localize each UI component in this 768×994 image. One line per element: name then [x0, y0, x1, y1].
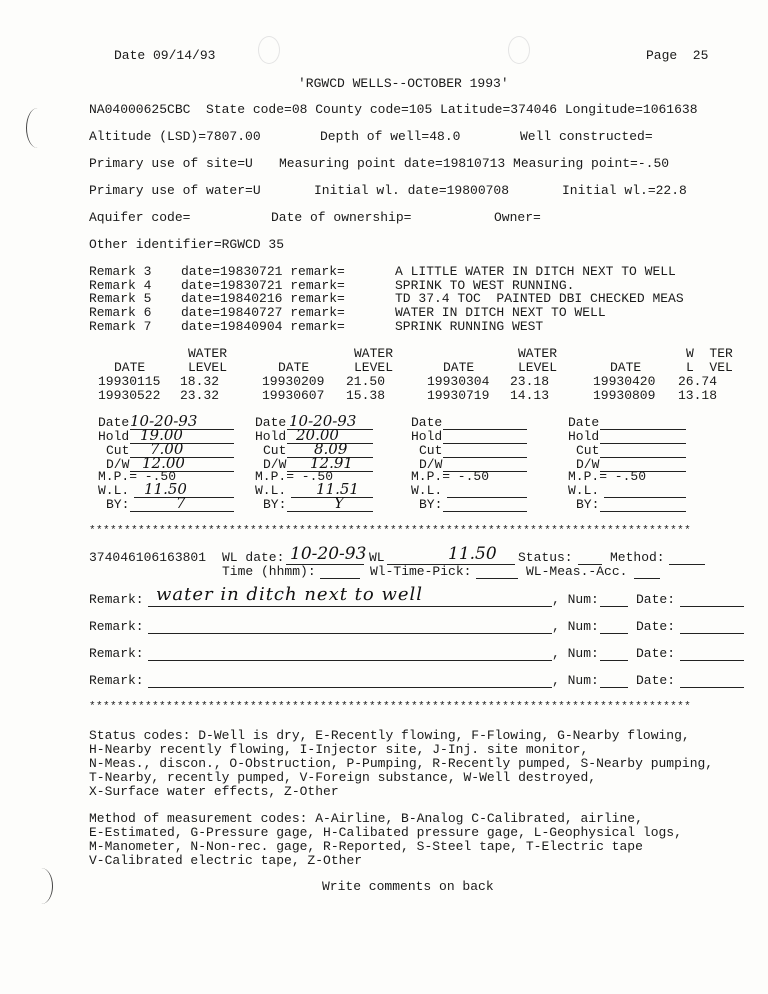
measuring-point: Measuring point date=19810713 Measuring point=-.50 — [279, 156, 670, 171]
col-header-date: DATE — [114, 360, 146, 375]
form-wl-field[interactable] — [447, 497, 527, 498]
col-header-level: L VEL — [686, 360, 733, 375]
col-header-date: DATE — [443, 360, 475, 375]
footer-note: Write comments on back — [322, 879, 494, 894]
form-wl-field[interactable] — [604, 497, 686, 498]
well-constructed: Well constructed= — [520, 129, 653, 144]
remark-entry-field[interactable] — [148, 660, 552, 661]
date-field[interactable] — [680, 660, 744, 661]
method-label: Method: — [610, 550, 665, 565]
form-cut-label: Cut — [106, 443, 130, 458]
remark-text: WATER IN DITCH NEXT TO WELL — [395, 305, 606, 320]
form-mp: M.P.= -.50 — [568, 469, 647, 484]
page-number: Page 25 — [646, 48, 709, 63]
remark-label: Remark 5 — [89, 291, 152, 306]
remark-text: A LITTLE WATER IN DITCH NEXT TO WELL — [395, 264, 676, 279]
form-hold-label: Hold — [568, 429, 600, 444]
depth-of-well: Depth of well=48.0 — [320, 129, 461, 144]
level-value: 18.32 — [180, 374, 220, 389]
binding-mark — [30, 868, 53, 904]
level-date: 19930304 — [427, 374, 490, 389]
status-codes-line: T-Nearby, recently pumped, V-Foreign substance, W-Well destroyed, — [89, 770, 597, 785]
form-dw-label: D/W — [263, 457, 287, 472]
form-wl-label: W.L. — [255, 483, 287, 498]
form-date-field[interactable] — [443, 429, 527, 430]
level-date: 19930420 — [593, 374, 656, 389]
form-mp: M.P.= -.50 — [98, 469, 177, 484]
form-wl-handwritten: 11.50 — [144, 480, 187, 498]
form-hold-handwritten: 20.00 — [296, 426, 339, 444]
date-field[interactable] — [680, 633, 744, 634]
status-codes-line: N-Meas., discon., O-Obstruction, P-Pumping, R-Recently pumped, S-Nearby pumping, — [89, 756, 714, 771]
status-codes-line: X-Surface water effects, Z-Other — [89, 784, 339, 799]
method-codes-line: V-Calibrated electric tape, Z-Other — [89, 853, 363, 868]
remark-date: date=19840216 remark= — [181, 291, 345, 306]
col-header-level: LEVEL — [354, 360, 394, 375]
print-date: Date 09/14/93 — [114, 48, 216, 63]
num-label: , Num: — [552, 619, 599, 634]
date-label: Date: — [636, 646, 676, 661]
time-pick-field[interactable] — [476, 578, 518, 579]
remark-label: Remark 3 — [89, 264, 152, 279]
form-by-field[interactable] — [443, 511, 527, 512]
report-title: 'RGWCD WELLS--OCTOBER 1993' — [298, 76, 509, 91]
form-by-label: BY: — [419, 497, 443, 512]
binding-mark — [26, 108, 49, 148]
level-date: 19930719 — [427, 388, 490, 403]
form-dw-handwritten: 12.91 — [310, 454, 353, 472]
level-date: 19930809 — [593, 388, 656, 403]
remark-text: TD 37.4 TOC PAINTED DBI CHECKED MEAS — [395, 291, 684, 306]
col-header-date: DATE — [278, 360, 310, 375]
form-date-label: Date — [411, 415, 443, 430]
primary-use-site: Primary use of site=U — [89, 156, 253, 171]
level-date: 19930209 — [262, 374, 325, 389]
num-label: , Num: — [552, 673, 599, 688]
col-header-water: WATER — [188, 346, 228, 361]
level-value: 13.18 — [678, 388, 718, 403]
time-pick-label: Wl-Time-Pick: — [370, 564, 472, 579]
remark-entry-field[interactable] — [148, 606, 552, 607]
remark-entry-label: Remark: — [89, 673, 144, 688]
aquifer-code: Aquifer code= — [89, 210, 191, 225]
num-field[interactable] — [600, 606, 628, 607]
form-by-field[interactable] — [600, 511, 686, 512]
form-hold-field[interactable] — [443, 443, 527, 444]
method-codes-line: E-Estimated, G-Pressure gage, H-Calibated pressure gage, L-Geophysical logs, — [89, 825, 682, 840]
level-value: 14.13 — [510, 388, 550, 403]
form-cut-handwritten: 8.09 — [314, 440, 348, 458]
form-mp: M.P.= -.50 — [255, 469, 334, 484]
form-by-label: BY: — [263, 497, 287, 512]
date-of-ownership: Date of ownership= — [271, 210, 412, 225]
form-hold-label: Hold — [255, 429, 287, 444]
form-cut-label: Cut — [419, 443, 443, 458]
form-cut-handwritten: 7.00 — [150, 440, 184, 458]
form-hold-label: Hold — [98, 429, 130, 444]
remark-date: date=19840727 remark= — [181, 305, 345, 320]
date-label: Date: — [636, 673, 676, 688]
form-by-handwritten: 7 — [176, 494, 186, 512]
form-wl-label: W.L. — [98, 483, 130, 498]
level-date: 19930115 — [98, 374, 161, 389]
remark-label: Remark 6 — [89, 305, 152, 320]
date-field[interactable] — [680, 687, 744, 688]
level-value: 23.18 — [510, 374, 550, 389]
method-field[interactable] — [669, 564, 705, 565]
status-codes-line: H-Nearby recently flowing, I-Injector site, J-Inj. site monitor, — [89, 742, 589, 757]
remark-entry-label: Remark: — [89, 592, 144, 607]
remark-text: SPRINK RUNNING WEST — [395, 319, 544, 334]
entry-site-id: 374046106163801 — [89, 550, 207, 565]
form-dw-label: D/W — [106, 457, 130, 472]
form-cut-label: Cut — [263, 443, 287, 458]
col-header-water: W TER — [686, 346, 733, 361]
altitude: Altitude (LSD)=7807.00 — [89, 129, 261, 144]
date-label: Date: — [636, 592, 676, 607]
form-by-handwritten: Y — [334, 494, 344, 512]
owner: Owner= — [494, 210, 541, 225]
form-hold-label: Hold — [411, 429, 443, 444]
punch-hole-mark — [508, 36, 530, 64]
method-codes-line: M-Manometer, N-Non-rec. gage, R-Reported, S-Steel tape, T-Electric tape — [89, 839, 643, 854]
form-mp: M.P.= -.50 — [411, 469, 490, 484]
status-label: Status: — [518, 550, 573, 565]
initial-wl: Initial wl.=22.8 — [562, 183, 687, 198]
form-wl-label: W.L. — [568, 483, 600, 498]
remark-date: date=19830721 remark= — [181, 278, 345, 293]
col-header-level: LEVEL — [518, 360, 558, 375]
form-dw-handwritten: 12.00 — [142, 454, 185, 472]
form-date-label: Date — [255, 415, 287, 430]
wl-label: WL — [369, 550, 385, 565]
date-field[interactable] — [680, 606, 744, 607]
form-by-label: BY: — [576, 497, 600, 512]
form-date-handwritten: 10-20-93 — [289, 412, 357, 430]
separator-stars: ************************************************************************************** — [89, 701, 692, 713]
separator-stars: ************************************************************************************** — [89, 525, 692, 537]
form-dw-label: D/W — [419, 457, 443, 472]
level-value: 15.38 — [346, 388, 386, 403]
remark-entry-handwritten: water in ditch next to well — [156, 584, 424, 605]
time-field[interactable] — [320, 578, 360, 579]
wl-handwritten: 11.50 — [448, 544, 497, 564]
level-value: 21.50 — [346, 374, 386, 389]
level-date: 19930522 — [98, 388, 161, 403]
remark-entry-label: Remark: — [89, 646, 144, 661]
remark-entry-field[interactable] — [148, 633, 552, 634]
wl-date-handwritten: 10-20-93 — [290, 544, 367, 564]
remark-label: Remark 7 — [89, 319, 152, 334]
form-cut-field[interactable] — [600, 457, 686, 458]
col-header-water: WATER — [518, 346, 558, 361]
other-identifier: Other identifier=RGWCD 35 — [89, 237, 285, 252]
remark-date: date=19830721 remark= — [181, 264, 345, 279]
num-label: , Num: — [552, 592, 599, 607]
col-header-date: DATE — [610, 360, 642, 375]
form-by-label: BY: — [106, 497, 130, 512]
form-by-field[interactable] — [287, 511, 373, 512]
form-wl-label: W.L. — [411, 483, 443, 498]
time-label: Time (hhmm): — [222, 564, 316, 579]
level-date: 19930607 — [262, 388, 325, 403]
initial-wl-date: Initial wl. date=19800708 — [314, 183, 510, 198]
remark-date: date=19840904 remark= — [181, 319, 345, 334]
form-date-label: Date — [98, 415, 130, 430]
num-field[interactable] — [600, 660, 628, 661]
form-hold-field[interactable] — [600, 443, 686, 444]
num-label: , Num: — [552, 646, 599, 661]
form-hold-handwritten: 19.00 — [140, 426, 183, 444]
site-id-line: NA04000625CBC State code=08 County code=105 Latitude=374046 Longitude=1061638 — [89, 102, 698, 117]
num-field[interactable] — [600, 687, 628, 688]
wl-date-label: WL date: — [222, 550, 285, 565]
form-date-field[interactable] — [600, 429, 686, 430]
level-value: 26.74 — [678, 374, 718, 389]
form-cut-label: Cut — [576, 443, 600, 458]
level-value: 23.32 — [180, 388, 220, 403]
num-field[interactable] — [600, 633, 628, 634]
remark-text: SPRINK TO WEST RUNNING. — [395, 278, 575, 293]
remark-entry-field[interactable] — [148, 687, 552, 688]
primary-use-water: Primary use of water=U — [89, 183, 261, 198]
meas-acc-label: WL-Meas.-Acc. — [526, 564, 628, 579]
punch-hole-mark — [258, 36, 280, 64]
form-wl-handwritten: 11.51 — [316, 480, 359, 498]
col-header-water: WATER — [354, 346, 394, 361]
remark-entry-label: Remark: — [89, 619, 144, 634]
method-codes-line: Method of measurement codes: A-Airline, B-Analog C-Calibrated, airline, — [89, 811, 643, 826]
form-date-handwritten: 10-20-93 — [130, 412, 198, 430]
form-date-label: Date — [568, 415, 600, 430]
date-label: Date: — [636, 619, 676, 634]
form-cut-field[interactable] — [443, 457, 527, 458]
form-dw-label: D/W — [576, 457, 600, 472]
remark-label: Remark 4 — [89, 278, 152, 293]
status-codes-line: Status codes: D-Well is dry, E-Recently flowing, F-Flowing, G-Nearby flowing, — [89, 728, 690, 743]
col-header-level: LEVEL — [188, 360, 228, 375]
meas-acc-field[interactable] — [634, 578, 660, 579]
